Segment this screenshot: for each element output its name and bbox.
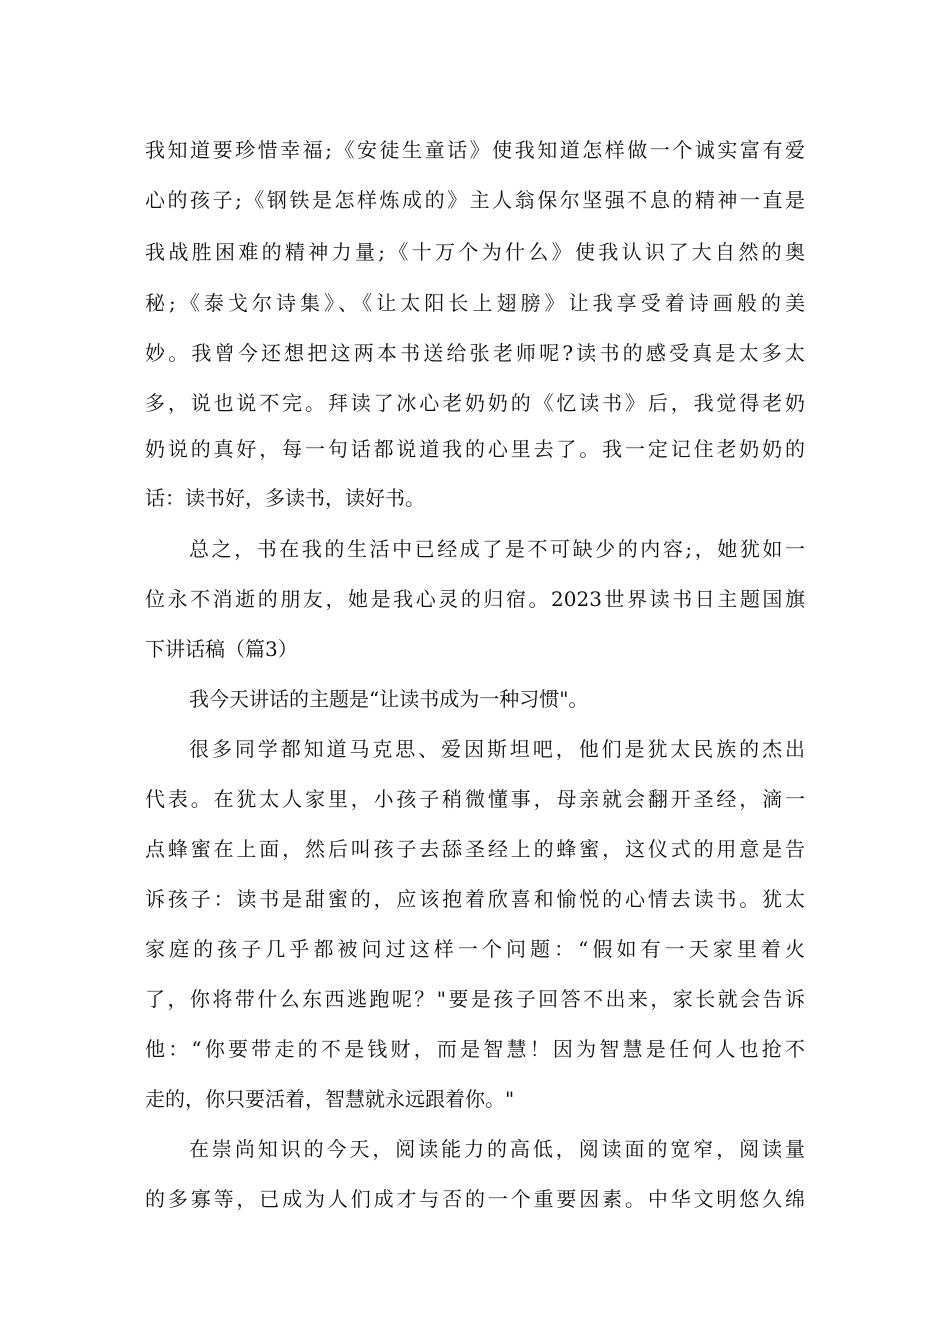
paragraph-start-line: 在崇尚知识的今天，阅读能力的高低，阅读面的宽窄，阅读量 (189, 1137, 805, 1161)
text-line: 走的，你只要活着，智慧就永远跟着你。" (145, 1087, 515, 1111)
text-line: 妙。我曾今还想把这两本书送给张老师呢?读书的感受真是太多太 (145, 341, 805, 365)
text-line: 多，说也说不完。拜读了冰心老奶奶的《忆读书》后，我觉得老奶 (145, 391, 805, 415)
text-line: 点蜂蜜在上面，然后叫孩子去舔圣经上的蜂蜜，这仪式的用意是告 (145, 837, 805, 861)
text-line: 下讲话稿（篇3） (145, 637, 298, 661)
text-line: 家庭的孩子几乎都被问过这样一个问题：“假如有一天家里着火 (145, 937, 805, 961)
text-line: 秘;《泰戈尔诗集》、《让太阳长上翅膀》让我享受着诗画般的美 (145, 291, 805, 315)
text-line: 的多寡等，已成为人们成才与否的一个重要因素。中华文明悠久绵 (145, 1187, 805, 1211)
text-line: 代表。在犹太人家里，小孩子稍微懂事，母亲就会翻开圣经，滴一 (145, 787, 805, 811)
text-line: 位永不消逝的朋友，她是我心灵的归宿。2023世界读书日主题国旗 (145, 587, 805, 611)
paragraph-start-line: 很多同学都知道马克思、爱因斯坦吧，他们是犹太民族的杰出 (189, 737, 805, 761)
paragraph-start-line: 我今天讲话的主题是“让读书成为一种习惯"。 (189, 687, 589, 711)
text-line: 我知道要珍惜幸福;《安徒生童话》使我知道怎样做一个诚实富有爱 (145, 138, 805, 162)
text-line: 心的孩子;《钢铁是怎样炼成的》主人翁保尔坚强不息的精神一直是 (145, 188, 805, 212)
text-line: 诉孩子：读书是甜蜜的，应该抱着欣喜和愉悦的心情去读书。犹太 (145, 887, 805, 911)
text-line: 了，你将带什么东西逃跑呢？"要是孩子回答不出来，家长就会告诉 (145, 987, 805, 1011)
text-line: 话：读书好，多读书，读好书。 (145, 486, 425, 510)
text-line: 奶说的真好，每一句话都说道我的心里去了。我一定记住老奶奶的 (145, 437, 805, 461)
text-line: 他：“你要带走的不是钱财，而是智慧！因为智慧是任何人也抢不 (145, 1037, 805, 1061)
text-line: 我战胜困难的精神力量;《十万个为什么》使我认识了大自然的奥 (145, 240, 805, 264)
paragraph-start-line: 总之，书在我的生活中已经成了是不可缺少的内容;，她犹如一 (189, 537, 805, 561)
